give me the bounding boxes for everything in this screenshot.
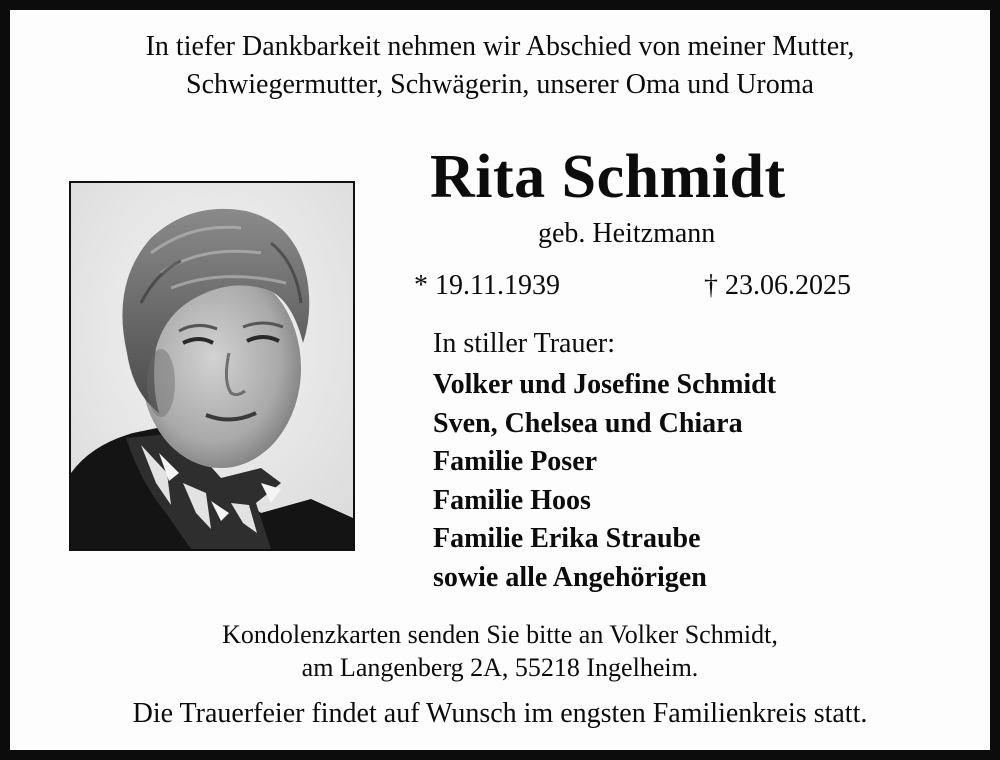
mourner-entry: Familie Erika Straube: [433, 523, 701, 555]
intro-line-1: In tiefer Dankbarkeit nehmen wir Abschied von meiner Mutter,: [145, 31, 855, 62]
mourner-entry: Familie Poser: [433, 446, 598, 478]
funeral-notice: Die Trauerfeier findet auf Wunsch im engsten Familienkreis statt.: [132, 698, 868, 729]
portrait-illustration: [71, 183, 353, 549]
mourner-entry: sowie alle Angehörigen: [433, 561, 707, 593]
mourners-label: In stiller Trauer:: [433, 328, 615, 359]
portrait-photo: [69, 181, 355, 551]
mourners-list: [433, 366, 776, 598]
condolence-line-2: am Langenberg 2A, 55218 Ingelheim.: [301, 653, 699, 682]
intro-line-2: Schwiegermutter, Schwägerin, unserer Oma und Uroma: [186, 69, 814, 100]
birth-date: * 19.11.1939: [414, 270, 560, 301]
maiden-name: geb. Heitzmann: [538, 218, 716, 249]
condolence-line-1: Kondolenzkarten senden Sie bitte an Volker Schmidt,: [222, 620, 778, 649]
mourner-entry: Familie Hoos: [433, 484, 591, 516]
mourner-entry: Volker und Josefine Schmidt: [433, 369, 777, 400]
death-date: † 23.06.2025: [704, 270, 851, 301]
mourner-entry: Sven, Chelsea und Chiara: [433, 407, 743, 439]
obituary-notice: [10, 10, 990, 750]
deceased-name: Rita Schmidt: [430, 143, 786, 211]
